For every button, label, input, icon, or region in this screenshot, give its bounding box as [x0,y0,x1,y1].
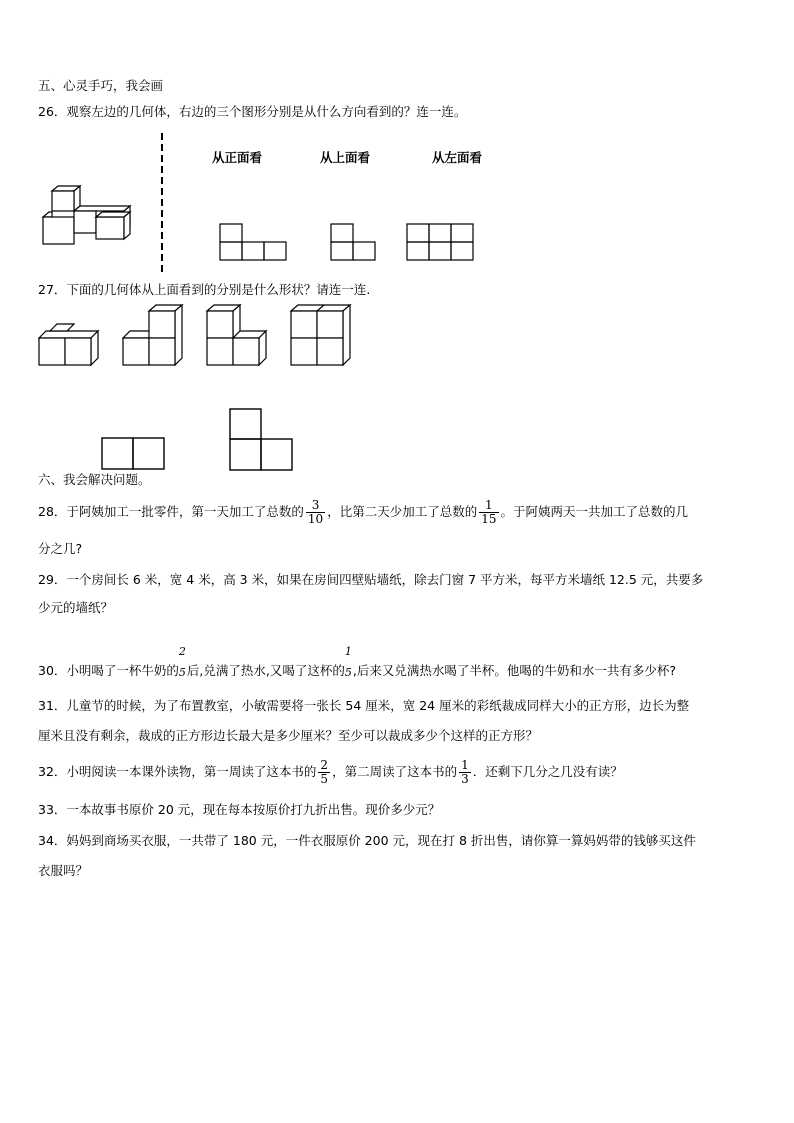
q30-part-2: 后,兑满了热水,又喝了这杯的 [186,663,345,678]
q32-part-2: ，第二周读了这本书的 [332,764,458,779]
q28-part-3: 。于阿姨两天一共加工了总数的几 [500,504,689,519]
q28-fraction-2 [479,499,498,526]
q32-part-1: 32．小明阅读一本课外读物，第一周读了这本书的 [38,764,317,779]
q32-frac1-numerator: 2 [320,758,329,772]
section-6-title: 六、我会解决问题。 [38,472,151,487]
view-label-top: 从上面看 [320,150,371,165]
q28-frac2-numerator: 1 [479,499,498,513]
question-27-text: 27．下面的几何体从上面看到的分别是什么形状？请连一连. [38,282,371,297]
q32-frac1-denominator: 5 [320,772,329,786]
q30-frac1-denominator: 5 [178,665,186,679]
question-33-text: 33．一本故事书原价 20 元，现在每本按原价打九折出售。现价多少元？ [38,802,441,817]
dashed-divider [159,133,165,273]
q30-frac2-denominator: 5 [344,665,352,679]
q32-frac2-denominator: 3 [461,772,469,786]
question-28-line-1 [38,497,688,527]
q28-frac2-denominator: 15 [481,512,497,526]
q30-part-1: 30．小明喝了一杯牛奶的 [38,663,179,678]
q27-solid-3 [206,304,268,366]
view-label-left: 从左面看 [432,150,483,165]
q28-part-1: 28．于阿姨加工一批零件，第一天加工了总数的 [38,504,304,519]
q27-solid-4 [290,304,352,366]
question-29-line-2: 少元的墙纸？ [38,600,114,615]
q28-frac1-numerator: 3 [306,499,325,513]
question-34-line-1: 34．妈妈到商场买衣服，一共带了 180 元，一件衣服原价 200 元，现在打 8 折出售，请你算一算妈妈带的钱够买这件 [38,833,696,848]
q30-frac2-numerator: 1 [344,644,352,658]
q30-fraction-1 [178,644,187,680]
question-30-text [38,644,676,680]
q28-frac1-denominator: 10 [307,512,324,526]
q28-part-2: ，比第二天少加工了总数的 [327,504,478,519]
q32-frac2-numerator: 1 [461,758,469,772]
view-shape-3 [406,223,476,263]
q30-part-3: ,后来又兑满热水喝了半杯。他喝的牛奶和水一共有多少杯? [352,663,676,678]
q28-fraction-1 [306,499,325,526]
q27-top-view-1 [101,437,167,471]
question-28-line-2: 分之几? [38,541,83,556]
q32-fraction-2 [459,759,471,786]
view-shape-1 [219,223,289,263]
q32-part-3: ．还剩下几分之几没有读？ [472,764,623,779]
q26-solid-figure [40,185,142,247]
question-31-line-2: 厘米且没有剩余，裁成的正方形边长最大是多少厘米？至少可以裁成多少个这样的正方形？ [38,728,539,743]
q30-frac1-numerator: 2 [178,644,186,658]
question-34-line-2: 衣服吗？ [38,863,89,878]
section-5-title: 五、心灵手巧，我会画 [38,78,164,93]
view-shape-2 [330,223,378,263]
question-31-line-1: 31．儿童节的时候，为了布置教室，小敏需要将一张长 54 厘米，宽 24 厘米的彩纸裁成同样大小的正方形，边长为整 [38,698,690,713]
q27-solid-1 [38,320,100,366]
q27-top-view-2 [229,408,295,472]
q27-solid-2 [122,304,184,366]
question-29-line-1: 29．一个房间长 6 米，宽 4 米，高 3 米，如果在房间四壁贴墙纸，除去门窗 7 平方米，每平方米墙纸 12.5 元，共要多 [38,572,704,587]
view-label-front: 从正面看 [212,150,263,165]
q30-fraction-2 [344,644,353,680]
q32-fraction-1 [318,759,330,786]
question-26-text: 26．观察左边的几何体，右边的三个图形分别是从什么方向看到的？连一连。 [38,104,467,119]
question-32-text [38,757,623,787]
